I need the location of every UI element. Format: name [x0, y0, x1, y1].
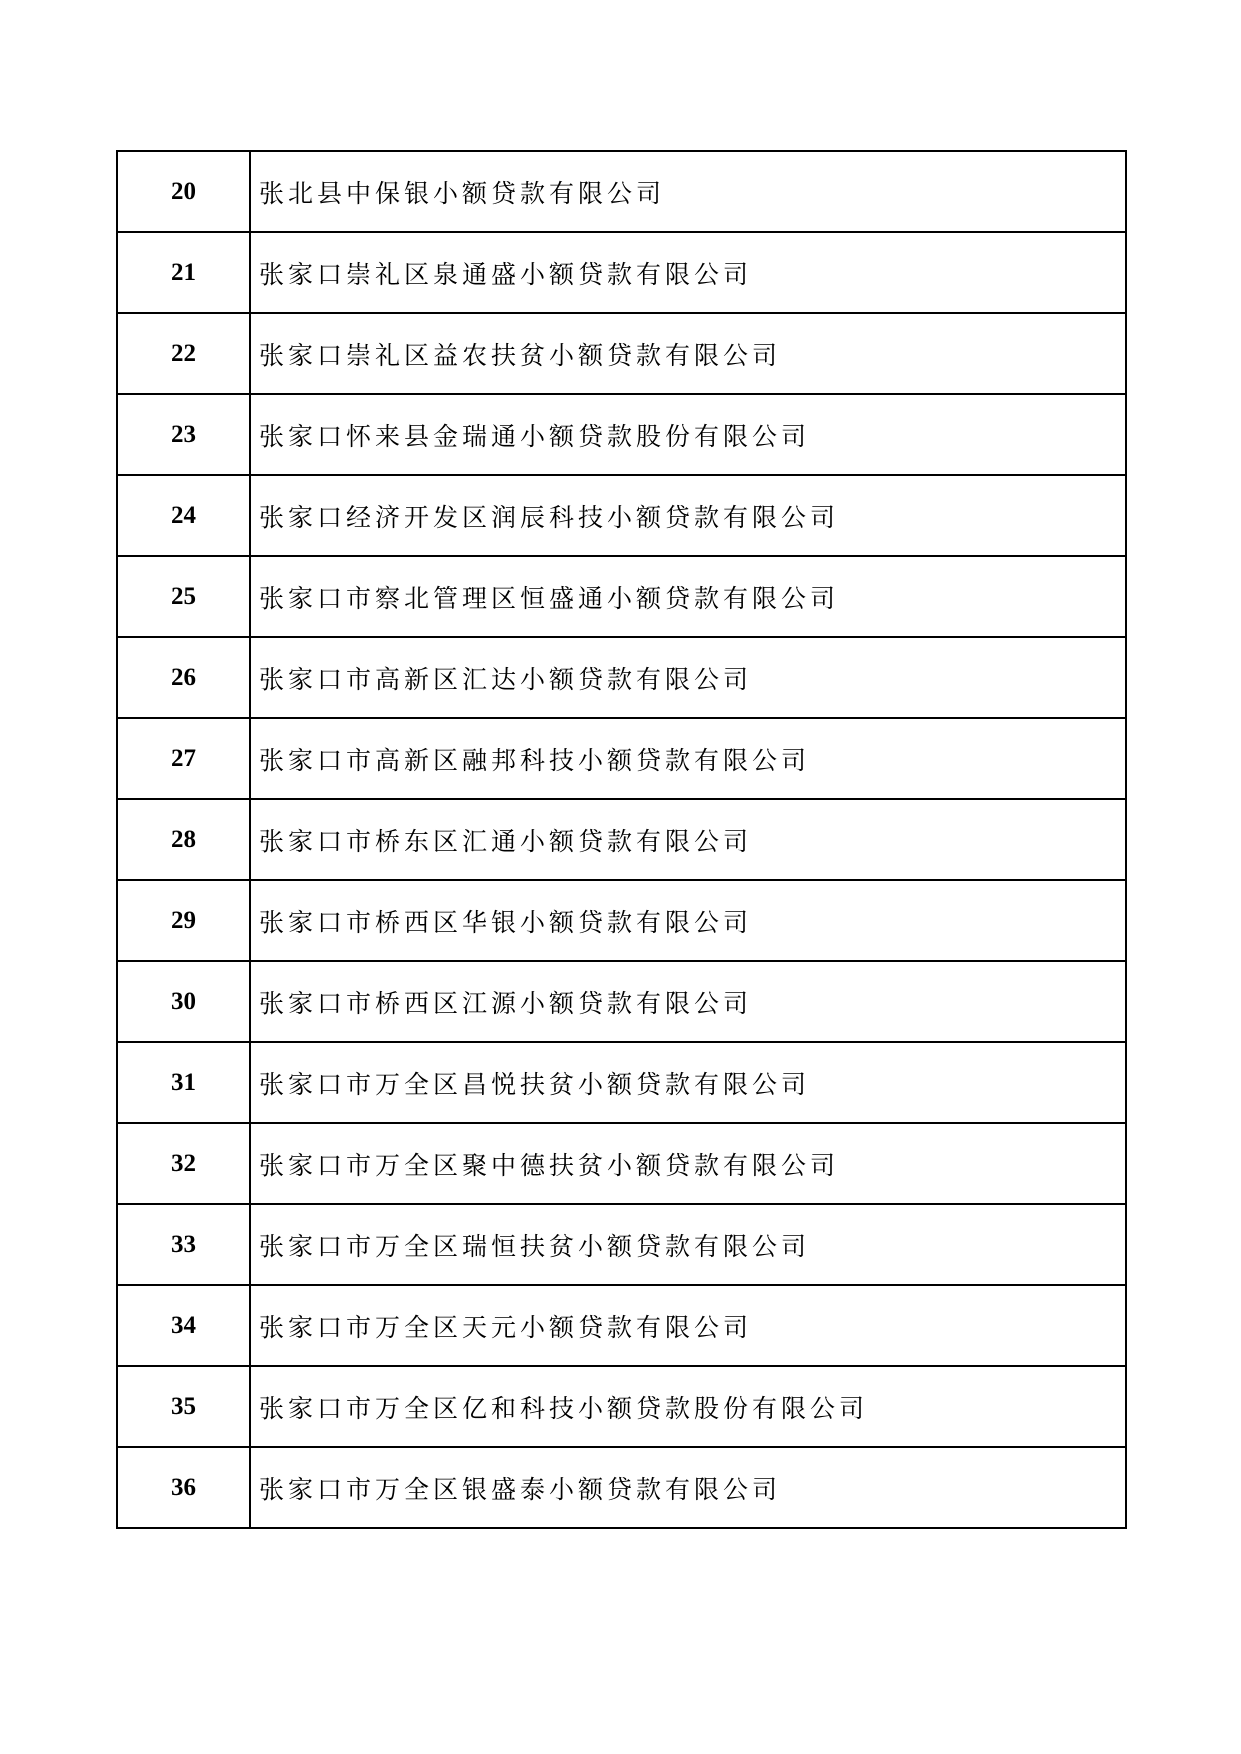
row-number: 33 — [117, 1204, 250, 1285]
company-name: 张家口市万全区天元小额贷款有限公司 — [250, 1285, 1126, 1366]
row-number: 22 — [117, 313, 250, 394]
company-list-table — [116, 150, 1127, 1529]
table-body — [117, 151, 1126, 1528]
company-name: 张家口崇礼区泉通盛小额贷款有限公司 — [250, 232, 1126, 313]
table-row — [117, 1366, 1126, 1447]
table-row — [117, 1042, 1126, 1123]
row-number: 36 — [117, 1447, 250, 1528]
table-row — [117, 232, 1126, 313]
row-number: 31 — [117, 1042, 250, 1123]
table-row — [117, 1204, 1126, 1285]
table-row — [117, 637, 1126, 718]
row-number: 21 — [117, 232, 250, 313]
table-row — [117, 1123, 1126, 1204]
table-row — [117, 718, 1126, 799]
company-name: 张家口市万全区瑞恒扶贫小额贷款有限公司 — [250, 1204, 1126, 1285]
company-name: 张北县中保银小额贷款有限公司 — [250, 151, 1126, 232]
company-name: 张家口市桥西区华银小额贷款有限公司 — [250, 880, 1126, 961]
row-number: 34 — [117, 1285, 250, 1366]
row-number: 29 — [117, 880, 250, 961]
table-row — [117, 556, 1126, 637]
company-name: 张家口市察北管理区恒盛通小额贷款有限公司 — [250, 556, 1126, 637]
company-name: 张家口市万全区亿和科技小额贷款股份有限公司 — [250, 1366, 1126, 1447]
row-number: 24 — [117, 475, 250, 556]
table-row — [117, 151, 1126, 232]
company-name: 张家口市万全区银盛泰小额贷款有限公司 — [250, 1447, 1126, 1528]
company-name: 张家口怀来县金瑞通小额贷款股份有限公司 — [250, 394, 1126, 475]
row-number: 27 — [117, 718, 250, 799]
table-row — [117, 1285, 1126, 1366]
row-number: 26 — [117, 637, 250, 718]
table-row — [117, 313, 1126, 394]
company-name: 张家口市万全区昌悦扶贫小额贷款有限公司 — [250, 1042, 1126, 1123]
row-number: 30 — [117, 961, 250, 1042]
company-name: 张家口市桥西区江源小额贷款有限公司 — [250, 961, 1126, 1042]
row-number: 25 — [117, 556, 250, 637]
company-name: 张家口崇礼区益农扶贫小额贷款有限公司 — [250, 313, 1126, 394]
company-name: 张家口经济开发区润辰科技小额贷款有限公司 — [250, 475, 1126, 556]
table-row — [117, 394, 1126, 475]
table-row — [117, 880, 1126, 961]
company-name: 张家口市高新区融邦科技小额贷款有限公司 — [250, 718, 1126, 799]
row-number: 20 — [117, 151, 250, 232]
company-name: 张家口市高新区汇达小额贷款有限公司 — [250, 637, 1126, 718]
row-number: 23 — [117, 394, 250, 475]
company-name: 张家口市万全区聚中德扶贫小额贷款有限公司 — [250, 1123, 1126, 1204]
company-name: 张家口市桥东区汇通小额贷款有限公司 — [250, 799, 1126, 880]
row-number: 35 — [117, 1366, 250, 1447]
table-row — [117, 1447, 1126, 1528]
table-row — [117, 475, 1126, 556]
row-number: 28 — [117, 799, 250, 880]
table-row — [117, 799, 1126, 880]
row-number: 32 — [117, 1123, 250, 1204]
table-row — [117, 961, 1126, 1042]
